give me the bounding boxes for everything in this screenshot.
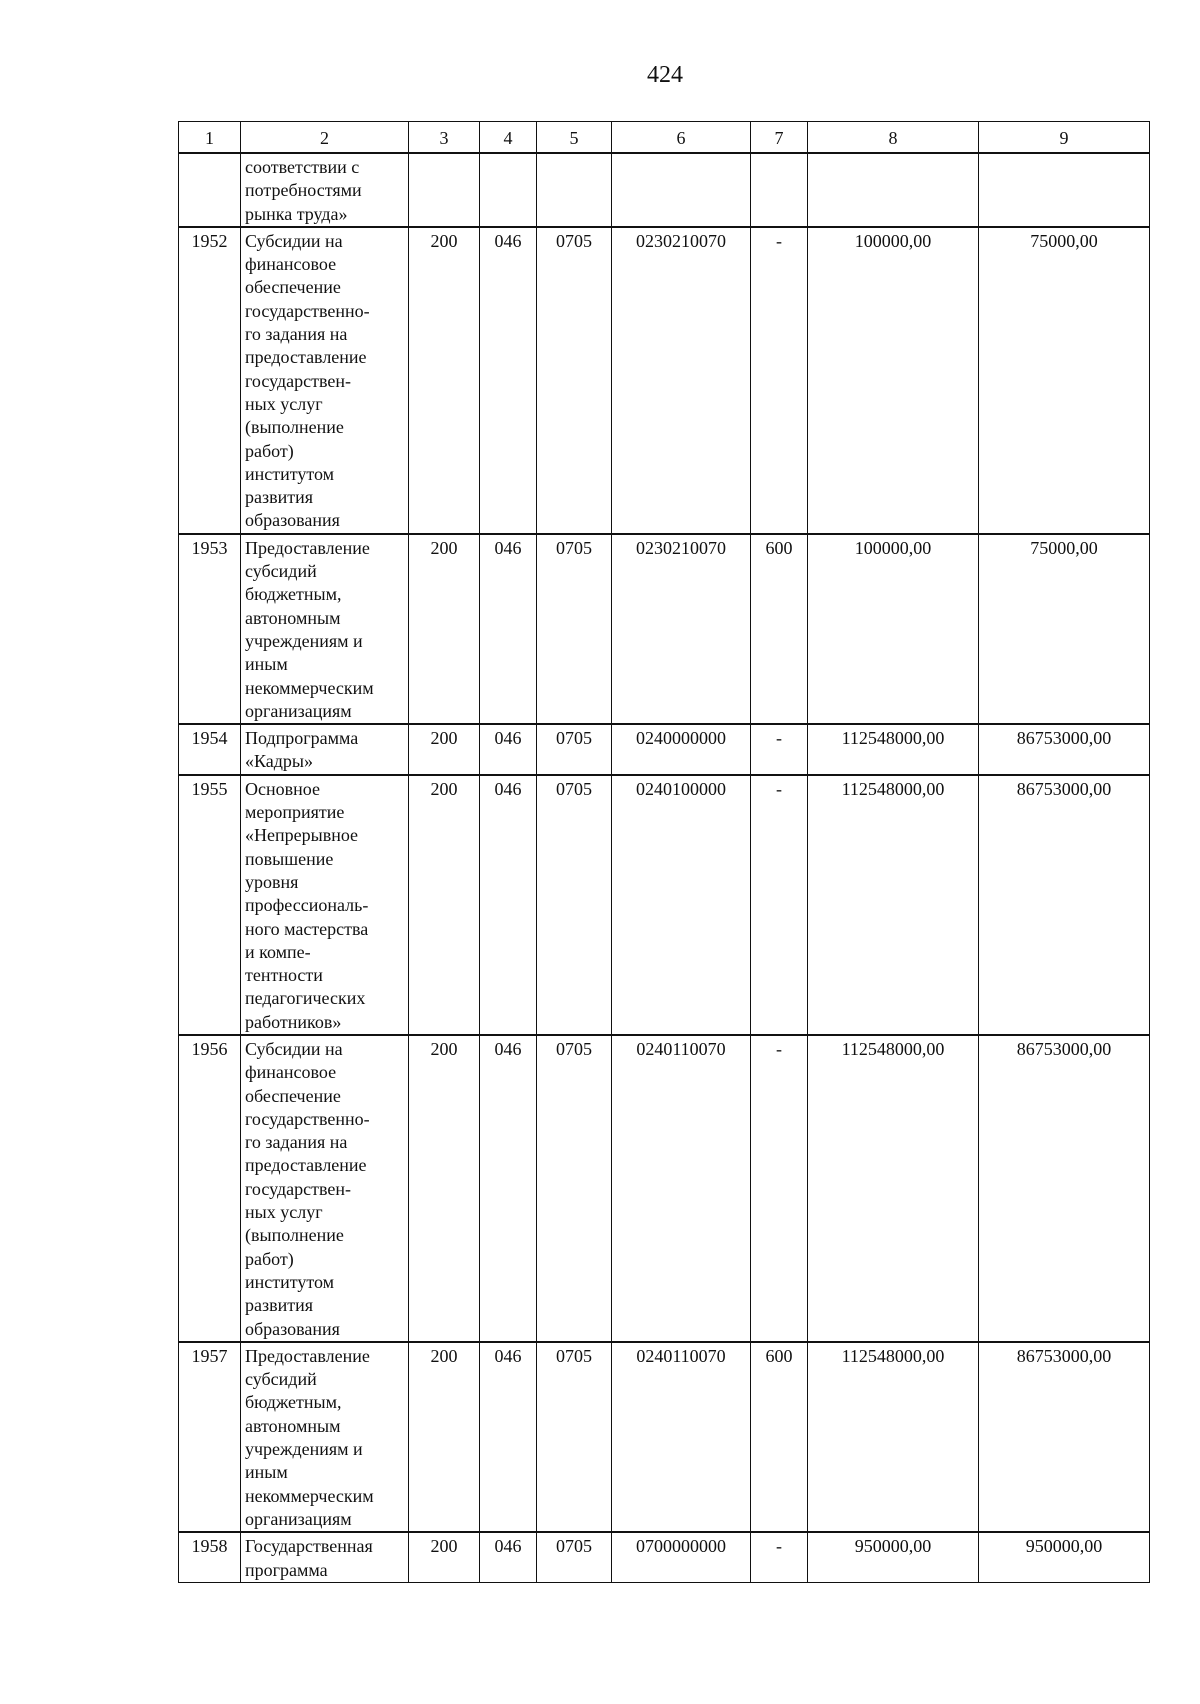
table-row — [179, 153, 1150, 227]
row-name-cell: соответствии с потребностями рынка труда» — [241, 153, 409, 227]
header-cell: 5 — [537, 122, 612, 154]
row-name-cell: Субсидии на финансовое обеспечение государственно- го задания на предоставление государствен- ных услуг (выполнение работ) институтом развития образования — [241, 227, 409, 534]
table-row — [179, 1035, 1150, 1342]
table-row — [179, 1342, 1150, 1532]
amount-col8-cell: 112548000,00 — [808, 1342, 979, 1532]
row-name-cell: Предоставление субсидий бюджетным, автономным учреждениям и иным некоммерческим организациям — [241, 534, 409, 724]
col3-cell: 200 — [409, 1532, 480, 1582]
col7-cell: - — [751, 724, 808, 775]
code-cell: 0240110070 — [612, 1342, 751, 1532]
col7-cell: - — [751, 1035, 808, 1342]
row-number-cell: 1955 — [179, 775, 241, 1035]
amount-col9-cell: 86753000,00 — [979, 724, 1150, 775]
code-cell: 0240110070 — [612, 1035, 751, 1342]
col3-cell: 200 — [409, 775, 480, 1035]
row-name-cell: Предоставление субсидий бюджетным, автономным учреждениям и иным некоммерческим организациям — [241, 1342, 409, 1532]
col3-cell: 200 — [409, 534, 480, 724]
amount-col8-cell: 112548000,00 — [808, 1035, 979, 1342]
amount-col8-cell — [808, 153, 979, 227]
col7-cell: - — [751, 775, 808, 1035]
code-cell: 0230210070 — [612, 227, 751, 534]
col4-cell: 046 — [480, 1035, 537, 1342]
col4-cell: 046 — [480, 1532, 537, 1582]
row-number-cell: 1952 — [179, 227, 241, 534]
amount-col9-cell: 950000,00 — [979, 1532, 1150, 1582]
amount-col9-cell: 75000,00 — [979, 227, 1150, 534]
row-number-cell: 1958 — [179, 1532, 241, 1582]
row-name-cell: Подпрограмма «Кадры» — [241, 724, 409, 775]
col5-cell: 0705 — [537, 1342, 612, 1532]
header-cell: 6 — [612, 122, 751, 154]
col4-cell: 046 — [480, 227, 537, 534]
code-cell: 0700000000 — [612, 1532, 751, 1582]
col3-cell: 200 — [409, 1035, 480, 1342]
header-cell: 1 — [179, 122, 241, 154]
col7-cell: 600 — [751, 1342, 808, 1532]
col5-cell: 0705 — [537, 534, 612, 724]
col4-cell: 046 — [480, 775, 537, 1035]
row-number-cell: 1957 — [179, 1342, 241, 1532]
header-cell: 8 — [808, 122, 979, 154]
header-cell: 2 — [241, 122, 409, 154]
col4-cell — [480, 153, 537, 227]
table-row — [179, 227, 1150, 534]
col7-cell: 600 — [751, 534, 808, 724]
header-cell: 4 — [480, 122, 537, 154]
row-number-cell: 1954 — [179, 724, 241, 775]
amount-col9-cell — [979, 153, 1150, 227]
col4-cell: 046 — [480, 1342, 537, 1532]
header-cell: 7 — [751, 122, 808, 154]
row-number-cell: 1956 — [179, 1035, 241, 1342]
col7-cell: - — [751, 227, 808, 534]
page-number: 424 — [647, 62, 683, 88]
amount-col8-cell: 100000,00 — [808, 227, 979, 534]
amount-col8-cell: 112548000,00 — [808, 775, 979, 1035]
header-cell: 9 — [979, 122, 1150, 154]
budget-table — [178, 121, 1150, 1583]
row-number-cell: 1953 — [179, 534, 241, 724]
col5-cell: 0705 — [537, 227, 612, 534]
amount-col8-cell: 100000,00 — [808, 534, 979, 724]
col3-cell: 200 — [409, 227, 480, 534]
table-header-row — [179, 122, 1150, 154]
table-row — [179, 724, 1150, 775]
amount-col8-cell: 950000,00 — [808, 1532, 979, 1582]
col4-cell: 046 — [480, 724, 537, 775]
col3-cell: 200 — [409, 724, 480, 775]
row-name-cell: Основное мероприятие «Непрерывное повышение уровня профессиональ- ного мастерства и компе- тентности педагогических работников» — [241, 775, 409, 1035]
col3-cell: 200 — [409, 1342, 480, 1532]
code-cell — [612, 153, 751, 227]
col7-cell — [751, 153, 808, 227]
col7-cell: - — [751, 1532, 808, 1582]
code-cell: 0240100000 — [612, 775, 751, 1035]
col5-cell: 0705 — [537, 724, 612, 775]
table-row — [179, 1532, 1150, 1582]
col5-cell — [537, 153, 612, 227]
row-number-cell — [179, 153, 241, 227]
amount-col8-cell: 112548000,00 — [808, 724, 979, 775]
col3-cell — [409, 153, 480, 227]
col5-cell: 0705 — [537, 1035, 612, 1342]
header-cell: 3 — [409, 122, 480, 154]
amount-col9-cell: 86753000,00 — [979, 1342, 1150, 1532]
col5-cell: 0705 — [537, 1532, 612, 1582]
code-cell: 0230210070 — [612, 534, 751, 724]
amount-col9-cell: 86753000,00 — [979, 1035, 1150, 1342]
code-cell: 0240000000 — [612, 724, 751, 775]
table-body — [179, 153, 1150, 1582]
col4-cell: 046 — [480, 534, 537, 724]
amount-col9-cell: 75000,00 — [979, 534, 1150, 724]
amount-col9-cell: 86753000,00 — [979, 775, 1150, 1035]
col5-cell: 0705 — [537, 775, 612, 1035]
table-row — [179, 775, 1150, 1035]
row-name-cell: Государственная программа — [241, 1532, 409, 1582]
row-name-cell: Субсидии на финансовое обеспечение государственно- го задания на предоставление государствен- ных услуг (выполнение работ) институтом развития образования — [241, 1035, 409, 1342]
table-row — [179, 534, 1150, 724]
